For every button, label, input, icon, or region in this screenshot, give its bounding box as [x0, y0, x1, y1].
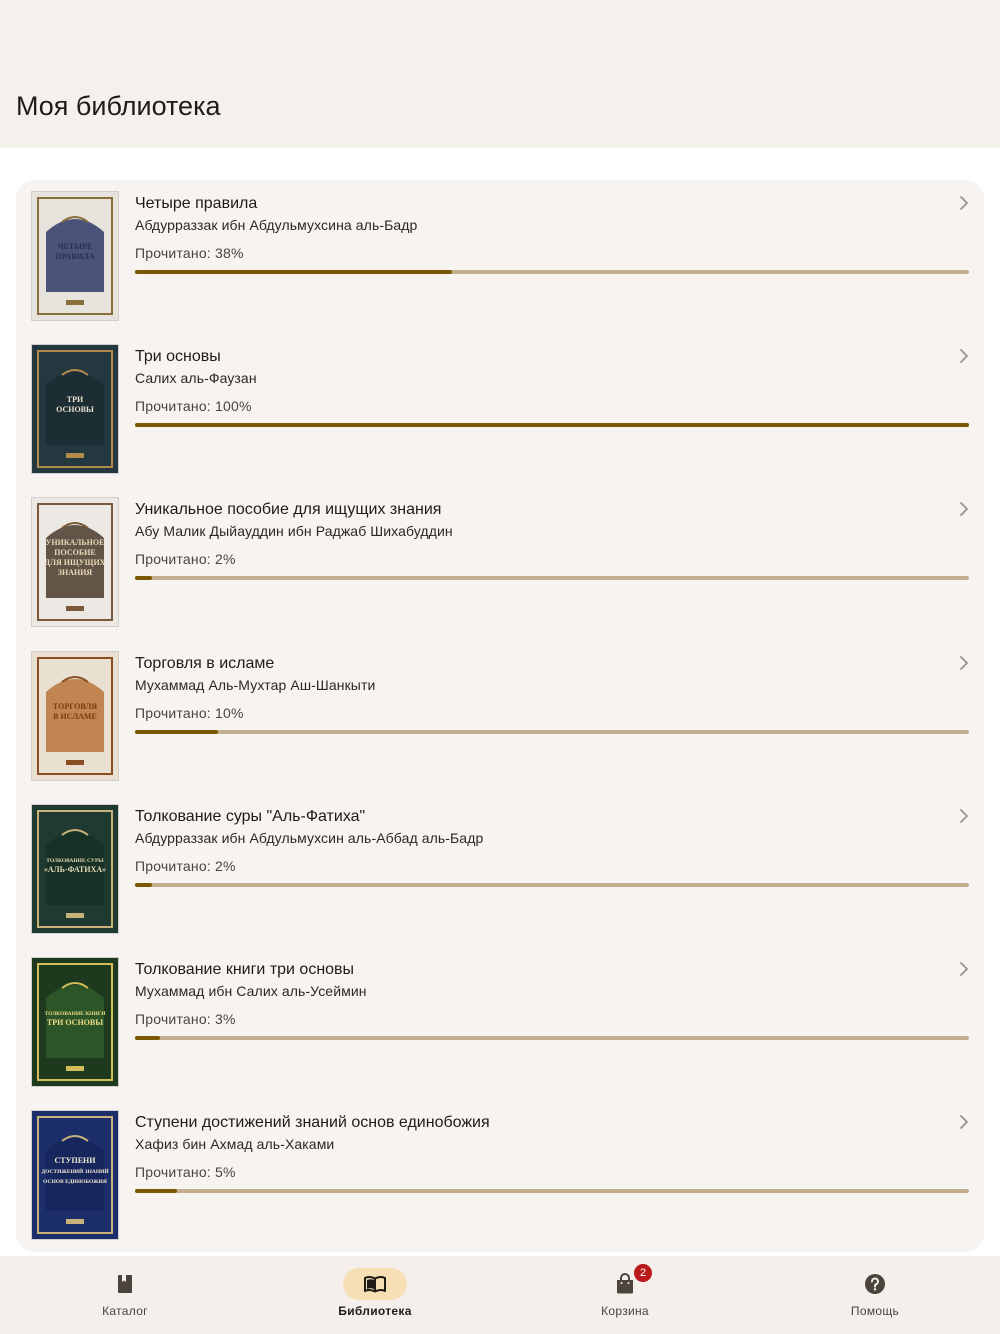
open-book-icon — [364, 1273, 386, 1295]
chevron-right-icon — [958, 654, 970, 672]
reading-progress-bar — [135, 423, 969, 427]
chevron-right-icon — [958, 807, 970, 825]
book-list-item[interactable] — [16, 793, 984, 946]
chevron-right-icon — [958, 1113, 970, 1131]
nav-item-help[interactable] — [750, 1256, 1000, 1334]
nav-item-cart[interactable] — [500, 1256, 750, 1334]
book-list-item[interactable] — [16, 946, 984, 1099]
reading-progress-bar — [135, 1036, 969, 1040]
book-author: Мухаммад Аль-Мухтар Аш-Шанкыти — [135, 676, 376, 693]
reading-progress-fill — [135, 883, 152, 887]
svg-text:ЗНАНИЯ: ЗНАНИЯ — [57, 568, 93, 578]
cart-badge: 2 — [634, 1264, 652, 1282]
svg-text:ОСНОВЫ: ОСНОВЫ — [56, 405, 94, 415]
reading-progress-label: Прочитано: 38% — [135, 245, 244, 261]
book-title: Три основы — [135, 348, 221, 366]
svg-text:УНИКАЛЬНОЕ: УНИКАЛЬНОЕ — [45, 538, 105, 548]
nav-label-catalog: Каталог — [102, 1304, 148, 1318]
library-list — [16, 180, 984, 1252]
svg-text:В ИСЛАМЕ: В ИСЛАМЕ — [53, 711, 97, 721]
book-author: Абу Малик Дыйауддин ибн Раджаб Шихабуддин — [135, 523, 453, 540]
reading-progress-fill — [135, 423, 969, 427]
book-title: Толкование суры "Аль-Фатиха" — [135, 807, 366, 825]
reading-progress-label: Прочитано: 5% — [135, 1164, 236, 1181]
svg-text:«АЛЬ-ФАТИХА»: «АЛЬ-ФАТИХА» — [43, 864, 107, 874]
svg-text:ТОЛКОВАНИЕ СУРЫ: ТОЛКОВАНИЕ СУРЫ — [46, 857, 104, 864]
reading-progress-bar — [135, 730, 969, 734]
svg-text:ТОЛКОВАНИЕ КНИГИ: ТОЛКОВАНИЕ КНИГИ — [44, 1011, 106, 1017]
help-icon — [864, 1273, 886, 1295]
book-cover — [32, 805, 118, 933]
reading-progress-fill — [135, 730, 218, 734]
reading-progress-bar — [135, 1189, 969, 1193]
nav-label-cart: Корзина — [601, 1304, 649, 1318]
svg-text:СТУПЕНИ: СТУПЕНИ — [54, 1156, 96, 1166]
reading-progress-fill — [135, 270, 452, 274]
book-cover — [32, 498, 118, 626]
reading-progress-label: Прочитано: 10% — [135, 704, 244, 721]
book-author: Хафиз бин Ахмад аль-Хаками — [135, 1136, 335, 1153]
book-title: Уникальное пособие для ищущих знания — [135, 501, 442, 519]
book-list-item[interactable] — [16, 640, 984, 793]
nav-item-catalog[interactable] — [0, 1256, 250, 1334]
reading-progress-bar — [135, 883, 969, 887]
reading-progress-bar — [135, 576, 969, 580]
svg-text:ТРИ: ТРИ — [66, 395, 84, 405]
book-list-item[interactable] — [16, 486, 984, 639]
book-icon — [114, 1273, 136, 1295]
nav-item-library[interactable] — [250, 1256, 500, 1334]
svg-text:ОСНОВ ЕДИНОБОЖИЯ: ОСНОВ ЕДИНОБОЖИЯ — [43, 1179, 107, 1186]
chevron-right-icon — [958, 960, 970, 978]
reading-progress-fill — [135, 1036, 160, 1040]
book-cover — [32, 192, 118, 320]
svg-text:ПОСОБИЕ: ПОСОБИЕ — [54, 548, 96, 558]
svg-text:ЧЕТЫРЕ: ЧЕТЫРЕ — [57, 242, 93, 251]
shopping-bag-icon — [614, 1273, 636, 1295]
reading-progress-bar — [135, 270, 969, 274]
book-title: Четыре правила — [135, 195, 258, 212]
svg-text:ТРИ ОСНОВЫ: ТРИ ОСНОВЫ — [46, 1018, 104, 1027]
nav-label-help: Помощь — [850, 1304, 900, 1318]
reading-progress-label: Прочитано: 2% — [135, 551, 236, 568]
chevron-right-icon — [958, 194, 970, 212]
book-author: Салих аль-Фаузан — [135, 370, 257, 387]
book-author: Мухаммад ибн Салих аль-Усеймин — [135, 983, 367, 999]
chevron-right-icon — [958, 347, 970, 365]
page-title: Моя библиотека — [16, 91, 221, 121]
reading-progress-label: Прочитано: 100% — [135, 398, 252, 415]
nav-icon-container — [93, 1268, 157, 1300]
book-list-item[interactable] — [16, 333, 984, 486]
bottom-navigation — [0, 1256, 1000, 1334]
book-cover — [32, 1111, 118, 1239]
reading-progress-label: Прочитано: 2% — [135, 857, 236, 874]
book-list-item[interactable] — [16, 180, 984, 333]
book-cover — [32, 958, 118, 1086]
svg-text:ПРАВИЛА: ПРАВИЛА — [55, 252, 95, 261]
book-title: Толкование книги три основы — [135, 961, 355, 978]
book-author: Абдурраззак ибн Абдульмухсина аль-Бадр — [135, 217, 418, 233]
book-author: Абдурраззак ибн Абдульмухсин аль-Аббад аль-Бадр — [135, 829, 484, 846]
chevron-right-icon — [958, 500, 970, 518]
svg-text:ТОРГОВЛЯ: ТОРГОВЛЯ — [52, 701, 98, 711]
reading-progress-fill — [135, 576, 152, 580]
svg-text:ДЛЯ ИЩУЩИХ: ДЛЯ ИЩУЩИХ — [44, 558, 106, 568]
book-title: Ступени достижений знаний основ единобожия — [135, 1114, 490, 1132]
book-list-item[interactable] — [16, 1099, 984, 1252]
svg-text:ДОСТИЖЕНИЙ ЗНАНИЙ: ДОСТИЖЕНИЙ ЗНАНИЙ — [41, 1169, 109, 1176]
reading-progress-label: Прочитано: 3% — [135, 1011, 236, 1027]
reading-progress-fill — [135, 1189, 177, 1193]
app-header — [0, 0, 1000, 148]
book-cover — [32, 652, 118, 780]
nav-icon-container — [843, 1268, 907, 1300]
nav-icon-container — [343, 1268, 407, 1300]
nav-label-library: Библиотека — [338, 1304, 412, 1318]
book-cover — [32, 345, 118, 473]
book-title: Торговля в исламе — [135, 654, 275, 672]
